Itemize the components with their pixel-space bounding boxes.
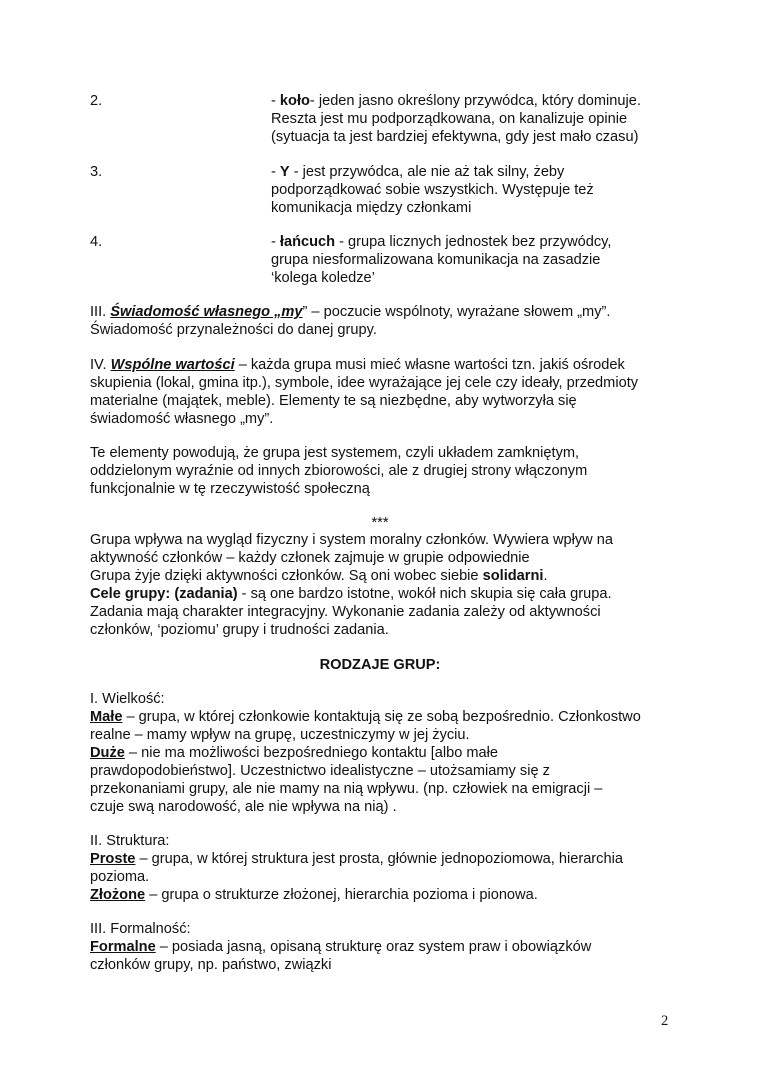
list-item-text: komunikacja między członkami	[271, 200, 472, 216]
paragraph-line: IV. Wspólne wartości – każda grupa musi mieć własne wartości tzn. jakiś ośrodek	[90, 357, 625, 373]
paragraph-line: Małe – grupa, w której członkowie kontaktują się ze sobą bezpośrednio. Członkostwo	[90, 709, 641, 725]
paragraph-line: świadomość własnego „my”.	[90, 411, 274, 427]
list-item-text: - łańcuch - grupa licznych jednostek bez przywódcy,	[271, 234, 612, 250]
paragraph-line: realne – mamy wpływ na grupę, uczestniczymy w jej życiu.	[90, 727, 470, 743]
paragraph-line: Formalne – posiada jasną, opisaną strukturę oraz system praw i obowiązków	[90, 939, 592, 955]
section-heading: RODZAJE GRUP:	[319, 657, 441, 673]
list-item-text: grupa niesformalizowana komunikacja na zasadzie	[271, 252, 601, 268]
paragraph-line: pozioma.	[90, 869, 150, 885]
paragraph-line: członków grupy, np. państwo, związki	[90, 957, 332, 973]
paragraph-line: Proste – grupa, w której struktura jest prosta, głównie jednopoziomowa, hierarchia	[90, 851, 623, 867]
paragraph-line: aktywność członków – każdy członek zajmuje w grupie odpowiednie	[90, 550, 530, 566]
paragraph-line: przekonaniami grupy, ale nie mamy na nią wpływu. (np. człowiek na emigracji –	[90, 781, 603, 797]
paragraph-line: czuje swą narodowość, ale nie wpływa na nią) .	[90, 799, 397, 815]
paragraph-line: Duże – nie ma możliwości bezpośredniego kontaktu [albo małe	[90, 745, 499, 761]
section-separator: ***	[371, 515, 389, 531]
paragraph-line: Świadomość przynależności do danej grupy.	[90, 322, 377, 338]
list-number: 2.	[90, 93, 103, 109]
list-number: 4.	[90, 234, 103, 250]
page-number: 2	[661, 1013, 669, 1029]
subsection-title: II. Struktura:	[90, 833, 170, 849]
subsection-title: I. Wielkość:	[90, 691, 165, 707]
paragraph-line: Grupa wpływa na wygląd fizyczny i system moralny członków. Wywiera wpływ na	[90, 532, 613, 548]
paragraph-line: materialne (majątek, meble). Elementy te są niezbędne, aby wytworzyła się	[90, 393, 577, 409]
paragraph-line: Grupa żyje dzięki aktywności członków. Są oni wobec siebie solidarni.	[90, 568, 548, 584]
list-item-text: (sytuacja ta jest bardziej efektywna, gdy jest mało czasu)	[271, 129, 639, 145]
list-item-text: podporządkować sobie wszystkich. Występuje też	[271, 182, 594, 198]
list-item-text: ‘kolega koledze’	[271, 270, 375, 286]
paragraph-line: skupienia (lokal, gmina itp.), symbole, idee wyrażające jej cele czy ideały, przedmioty	[90, 375, 639, 391]
paragraph-line: Zadania mają charakter integracyjny. Wykonanie zadania zależy od aktywności	[90, 604, 601, 620]
paragraph-line: funkcjonalnie w tę rzeczywistość społeczną	[90, 481, 370, 497]
paragraph-line: członków, ‘poziomu’ grupy i trudności zadania.	[90, 622, 389, 638]
paragraph-line: Cele grupy: (zadania) - są one bardzo istotne, wokół nich skupia się cała grupa.	[90, 586, 612, 602]
paragraph-line: Te elementy powodują, że grupa jest systemem, czyli układem zamkniętym,	[90, 445, 580, 461]
list-item-text: - koło- jeden jasno określony przywódca, który dominuje.	[271, 93, 641, 109]
list-item-text: Reszta jest mu podporządkowana, on kanalizuje opinie	[271, 111, 628, 127]
paragraph-line: III. Świadomość własnego „my” – poczucie wspólnoty, wyrażane słowem „my”.	[90, 304, 611, 320]
paragraph-line: Złożone – grupa o strukturze złożonej, hierarchia pozioma i pionowa.	[90, 887, 538, 903]
subsection-title: III. Formalność:	[90, 921, 191, 937]
paragraph-line: prawdopodobieństwo]. Uczestnictwo idealistyczne – utożsamiamy się z	[90, 763, 550, 779]
list-number: 3.	[90, 164, 103, 180]
paragraph-line: oddzielonym wyraźnie od innych zbiorowości, ale z drugiej strony włączonym	[90, 463, 588, 479]
list-item-text: - Y - jest przywódca, ale nie aż tak silny, żeby	[271, 164, 565, 180]
